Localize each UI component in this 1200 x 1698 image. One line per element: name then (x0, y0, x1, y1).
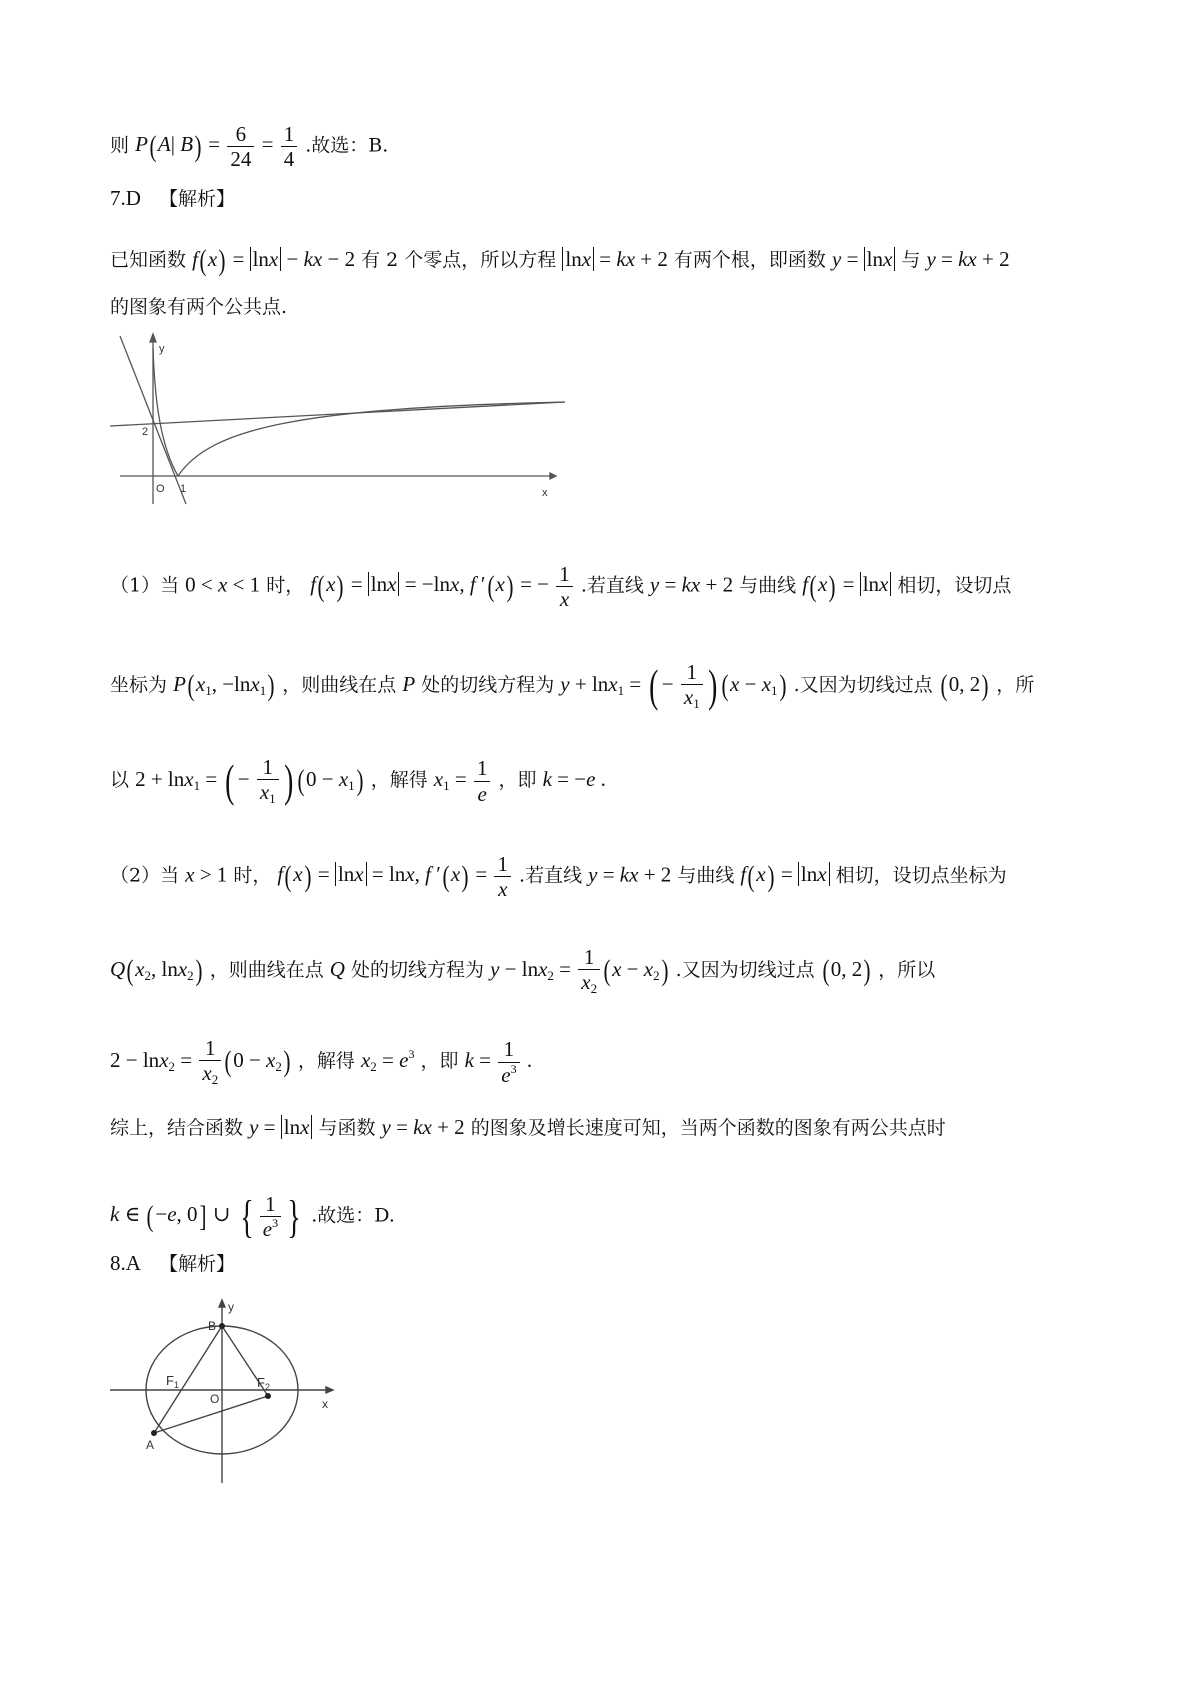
x-axis-arrow (326, 1387, 333, 1393)
section-7-heading: 7.D 【解析】 (110, 186, 235, 210)
y-label: y (159, 343, 165, 355)
point-F2 (265, 1393, 271, 1399)
origin-label: O (156, 483, 165, 495)
line-10: 2 − lnx$_2$ = $\frac{1}{x_2}$ $(0 - x_2)$ ，解得 $x_2 = e^3$ ，即 k = $\frac{1}{e^3}$ . (110, 1036, 533, 1088)
x-axis-arrow (550, 473, 556, 479)
line-12: k ∈ (−e, 0] ∪ { $\frac{1}{e^3}$ } .故选：D. (110, 1190, 395, 1242)
point-A (151, 1430, 157, 1436)
line-5: （1）当 0 < x < 1 时， f(x) = lnx = −lnx, f ′(x) = − $\frac{1}{x}$ .若直线 y = kx + 2 与曲线 f(x) = lnx 相切，设切点 (110, 562, 1012, 612)
line-1: 则 P(A| B) = $\frac{6}{24}$ = $\frac{1}{4}$ .故选：B. (110, 122, 389, 172)
line-4: 的图象有两个公共点. (110, 296, 288, 318)
line-9: $Q(x_2$, lnx$_2$) ，则曲线在点 Q 处的切线方程为 y − lnx$_2$ = $\frac{1}{x_2}$ $(x - x_2)$ .又因为切线过点 (0, 2) ，所以 (110, 945, 936, 997)
point-B (219, 1323, 225, 1329)
line-11: 综上，结合函数 y = lnx 与函数 y = kx + 2 的图象及增长速度可知，当两个函数的图象有两公共点时 (110, 1115, 946, 1139)
line-6: 坐标为 $P(x_1$, −lnx$_1$) ，则曲线在点 P 处的切线方程为 y + lnx$_1$ = ( − $\frac{1}{x_1}$ ) $(x - x_1)$ .又因为切线过点 (0, 2) ，所 (110, 660, 1035, 712)
y-axis-arrow (150, 334, 156, 342)
label-B: B (208, 1319, 217, 1333)
origin-label: O (210, 1392, 220, 1406)
line-7: 以 2 + lnx$_1$ = ( − $\frac{1}{x_1}$ ) $(0 - x_1)$ ，解得 $x_1$ = $\frac{1}{e}$ ，即 k = −e . (110, 755, 606, 807)
line-8: （2）当 x > 1 时， f(x) = lnx = lnx, f ′(x) = $\frac{1}{x}$ .若直线 y = kx + 2 与曲线 f(x) = lnx 相切，设切点坐标为 (110, 852, 1007, 902)
y-axis-arrow (219, 1300, 225, 1307)
x-label: x (542, 487, 548, 499)
graph-ellipse (100, 1295, 340, 1485)
segment-A-B (154, 1326, 222, 1433)
tangent-line-2 (110, 402, 565, 426)
label-F2: $F_2$ (257, 1375, 270, 1392)
x-label: x (322, 1397, 328, 1411)
graph-lnx-tangent (100, 328, 570, 508)
y-label: y (228, 1300, 234, 1314)
formula-conditional-probability: P(A| B) = $\frac{6}{24}$ = $\frac{1}{4}$ (135, 132, 299, 156)
label-F1: $F_1$ (166, 1373, 179, 1390)
tick-1: 1 (180, 483, 187, 495)
label-A: A (146, 1438, 155, 1452)
line-3: 已知函数 f(x) = lnx − kx − 2 有 2 个零点，所以方程 lnx = kx + 2 有两个根，即函数 y = lnx 与 y = kx + 2 (110, 244, 1010, 277)
tick-2: 2 (142, 426, 149, 438)
curve-abs-lnx (153, 348, 565, 476)
section-8-heading: 8.A 【解析】 (110, 1251, 235, 1275)
